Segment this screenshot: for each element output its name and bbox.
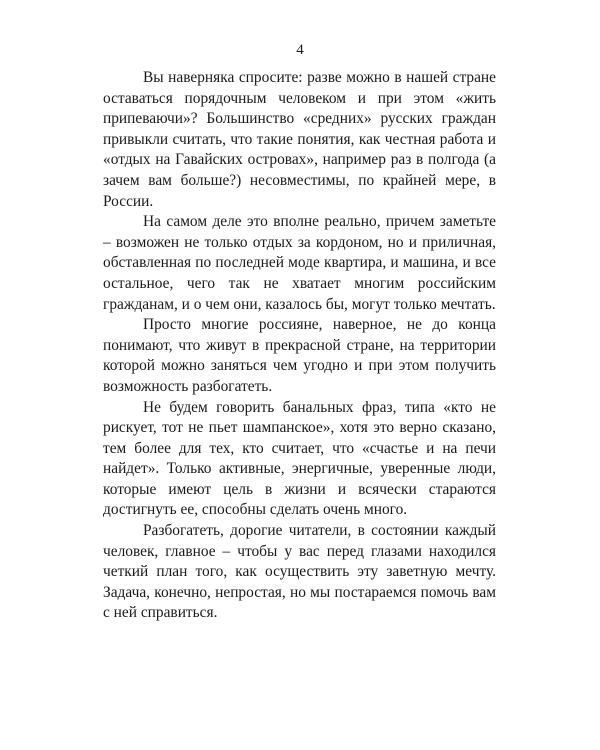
page-number: 4 bbox=[296, 42, 304, 58]
paragraph: Разбогатеть, дорогие читатели, в состоянии каждый человек, главное – чтобы у вас перед глазами находился четкий план того, как осуществить эту заветную мечту. Задача, конечно, непростая, но мы постараемся помочь вам с ней справиться. bbox=[103, 522, 496, 622]
body-text bbox=[103, 68, 496, 624]
paragraph: На самом деле это вполне реально, причем заметьте – возможен не только отдых за кордоном, но и приличная, обставленная по последней моде квартира, и машина, и все остальное, чего так не хватает многим российским гражданам, и о чем они, казалось бы, могут только мечтать. bbox=[103, 213, 496, 313]
paragraph: Вы наверняка спросите: разве можно в нашей стране оставаться порядочным человеком и при этом «жить припеваючи»? Большинство «средних» русских граждан привыкли считать, что такие понятия, как честная работа и «отдых на Гавайских островах», например раз в полгода (а зачем вам больше?) несовместимы, по крайней мере, в России. bbox=[103, 69, 496, 210]
paragraph: Не будем говорить банальных фраз, типа «кто не рискует, тот не пьет шампанское», хотя это верно сказано, тем более для тех, кто считает, что «счастье и на печи найдет». Только активные, энергичные, уверенные люди, которые имеют цель в жизни и всячески стараются достигнуть ее, способны сделать очень много. bbox=[103, 398, 496, 519]
paragraph: Просто многие россияне, наверное, не до конца понимают, что живут в прекрасной стране, на территории которой можно заняться чем угодно и при этом получить возможность разбогатеть. bbox=[103, 316, 496, 395]
